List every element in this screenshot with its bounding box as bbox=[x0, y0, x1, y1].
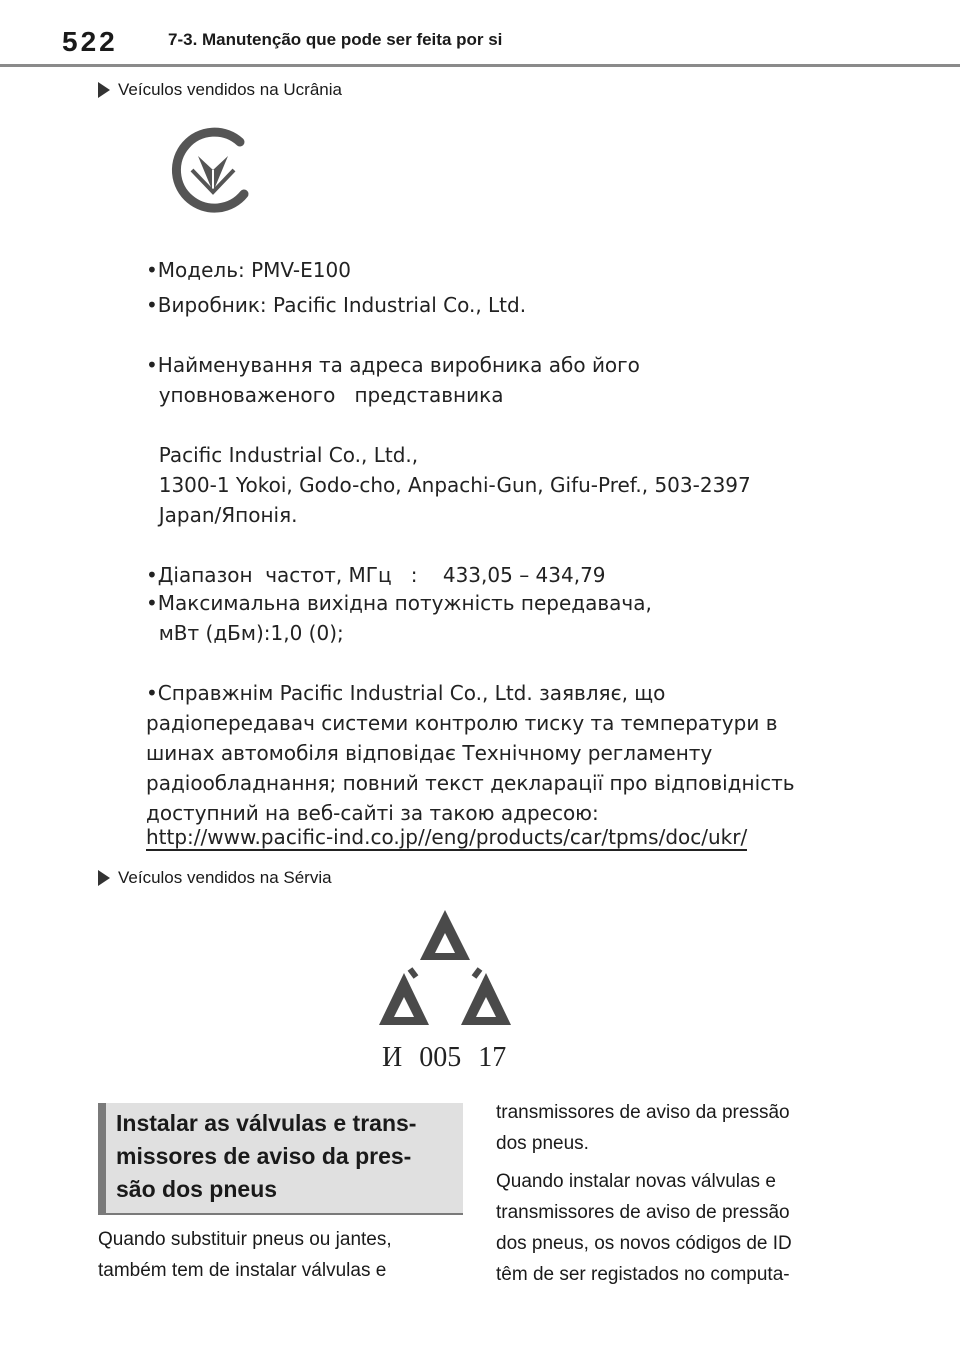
heading-accent-bar bbox=[98, 1103, 106, 1215]
section-title-line: Instalar as válvulas e trans- bbox=[116, 1110, 417, 1136]
declaration-url[interactable]: http://www.pacific-ind.co.jp//eng/products/car/tpms/doc/ukr/ bbox=[146, 825, 748, 849]
section-heading bbox=[98, 1103, 463, 1215]
section-title-line: são dos pneus bbox=[116, 1176, 278, 1202]
body-line: transmissores de aviso de pressão bbox=[496, 1202, 790, 1223]
uk-line: 1300-1 Yokoi, Godo-cho, Anpachi-Gun, Gifu-Pref., 503-2397 bbox=[146, 473, 751, 497]
uk-line: Japan/Японія. bbox=[146, 503, 298, 527]
uk-line: •Найменування та адреса виробника або його bbox=[146, 353, 640, 377]
section-title bbox=[116, 1107, 416, 1206]
uk-line: •Діапазон частот, МГц : 433,05 – 434,79 bbox=[146, 563, 606, 587]
triangle-bullet-icon bbox=[98, 82, 110, 98]
bullet-ukraine bbox=[98, 80, 342, 100]
uk-line: уповноваженого представника bbox=[146, 383, 504, 407]
section-title-line: missores de aviso da pres- bbox=[116, 1143, 412, 1169]
body-line: Quando substituir pneus ou jantes, bbox=[98, 1229, 392, 1250]
triangle-bullet-icon bbox=[98, 870, 110, 886]
serbian-conformity-mark-icon bbox=[370, 905, 520, 1040]
uk-line: радіопередавач системи контролю тиску та температури в bbox=[146, 711, 778, 735]
uk-line: •Виробник: Pacific Industrial Co., Ltd. bbox=[146, 293, 527, 317]
header-rule bbox=[0, 64, 960, 67]
page-number: 522 bbox=[62, 26, 118, 57]
body-line: dos pneus, os novos códigos de ID bbox=[496, 1233, 792, 1254]
bullet-serbia bbox=[98, 868, 332, 888]
serbia-label: Veículos vendidos na Sérvia bbox=[118, 868, 332, 887]
body-right-paragraph-1 bbox=[496, 1097, 790, 1159]
body-line: têm de ser registados no computa- bbox=[496, 1264, 790, 1285]
uk-line: радіообладнання; повний текст декларації про відповідність bbox=[146, 771, 795, 795]
body-line: Quando instalar novas válvulas e bbox=[496, 1171, 776, 1192]
chapter-title: 7-3. Manutenção que pode ser feita por si bbox=[168, 30, 503, 49]
body-line: dos pneus. bbox=[496, 1133, 589, 1154]
uk-line: доступний на веб-сайті за такою адресою: bbox=[146, 801, 599, 825]
ukraine-label: Veículos vendidos na Ucrânia bbox=[118, 80, 342, 99]
uk-line: Pacific Industrial Co., Ltd., bbox=[146, 443, 419, 467]
serbian-mark-code: И 005 17 bbox=[382, 1042, 507, 1073]
uk-line: •Максимальна вихідна потужність передавача, bbox=[146, 591, 652, 615]
body-line: transmissores de aviso da pressão bbox=[496, 1102, 790, 1123]
uk-line: •Модель: PMV-E100 bbox=[146, 258, 351, 282]
uk-line: •Справжнім Pacific Industrial Co., Ltd. заявляє, що bbox=[146, 681, 666, 705]
uk-line: мВт (дБм):1,0 (0); bbox=[146, 621, 344, 645]
body-right-paragraph-2 bbox=[496, 1166, 792, 1290]
ukrainian-conformity-mark-icon bbox=[168, 126, 258, 216]
body-line: também tem de instalar válvulas e bbox=[98, 1260, 387, 1281]
body-left-paragraph bbox=[98, 1224, 392, 1286]
uk-line: шинах автомобіля відповідає Технічному регламенту bbox=[146, 741, 713, 765]
heading-underline bbox=[98, 1213, 463, 1215]
